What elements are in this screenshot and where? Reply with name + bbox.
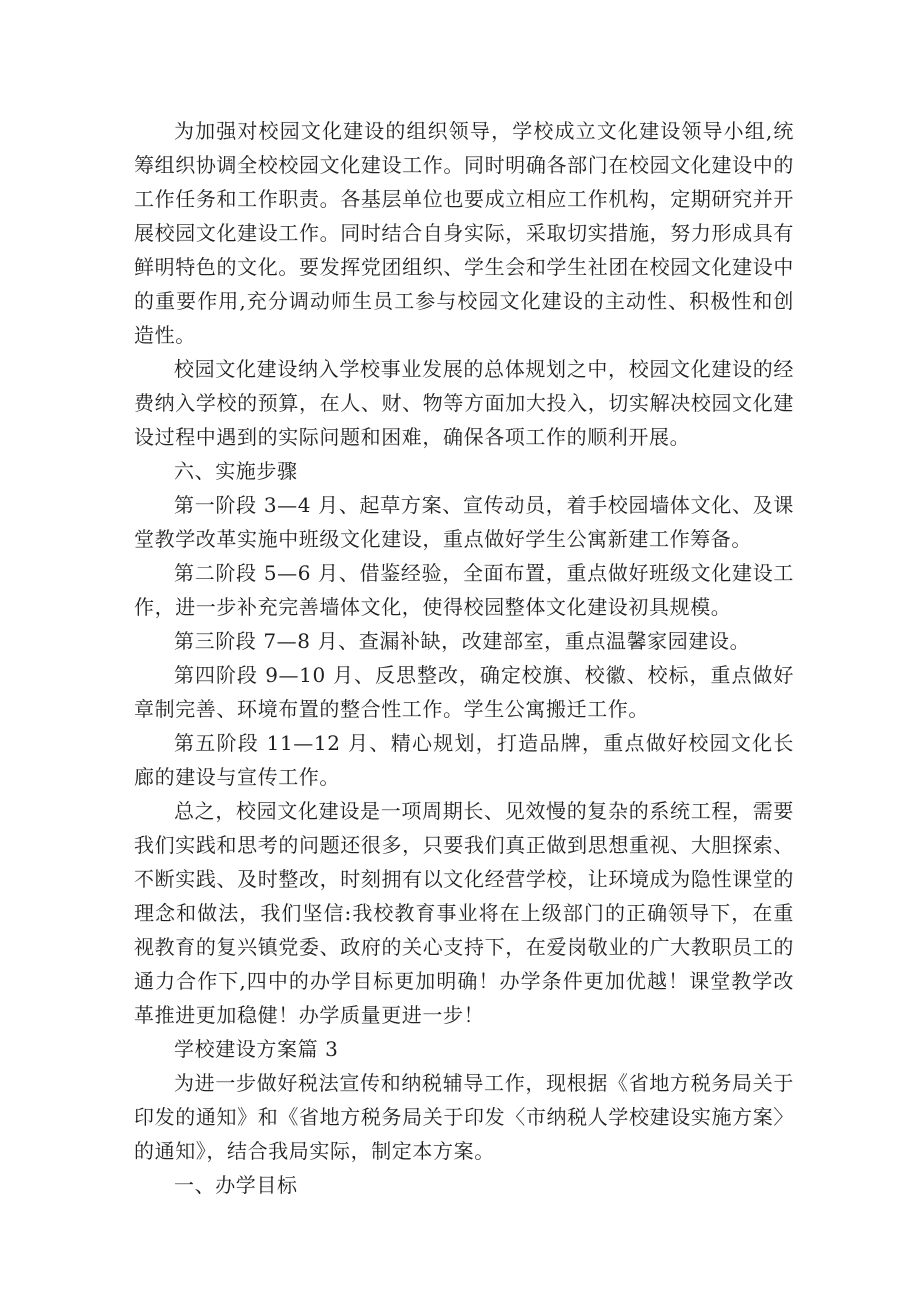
paragraph-funding: 校园文化建设纳入学校事业发展的总体规划之中，校园文化建设的经费纳入学校的预算，在人、财、物等方面加大投入，切实解决校园文化建设过程中遇到的实际问题和困难，确保各项工作的顺利开展。 xyxy=(134,357,794,449)
paragraph-tax-intro: 为进一步做好税法宣传和纳税辅导工作，现根据《省地方税务局关于印发的通知》和《省地方税务局关于印发〈市纳税人学校建设实施方案〉的通知》，结合我局实际，制定本方案。 xyxy=(134,1071,794,1163)
section-heading-plan-3: 学校建设方案篇 3 xyxy=(174,1037,339,1061)
paragraph-leadership: 为加强对校园文化建设的组织领导，学校成立文化建设领导小组,统筹组织协调全校校园文化建设工作。同时明确各部门在校园文化建设中的工作任务和工作职责。各基层单位也要成立相应工作机构，定期研究并开展校园文化建设工作。同时结合自身实际，采取切实措施，努力形成具有鲜明特色的文化。要发挥党团组织、学生会和学生社团在校园文化建设中的重要作用,充分调动师生员工参与校园文化建设的主动性、积极性和创造性。 xyxy=(134,119,794,347)
section-heading-school-goals: 一、办学目标 xyxy=(174,1173,298,1197)
section-heading-implementation-steps: 六、实施步骤 xyxy=(174,459,298,483)
document-body xyxy=(134,114,794,1202)
paragraph-conclusion: 总之，校园文化建设是一项周期长、见效慢的复杂的系统工程，需要我们实践和思考的问题还很多，只要我们真正做到思想重视、大胆探索、不断实践、及时整改，时刻拥有以文化经营学校，让环境成为隐性课堂的理念和做法，我们坚信:我校教育事业将在上级部门的正确领导下，在重视教育的复兴镇党委、政府的关心支持下，在爱岗敬业的广大教职员工的通力合作下,四中的办学目标更加明确！办学条件更加优越！课堂教学改革推进更加稳健！办学质量更进一步！ xyxy=(134,799,794,1027)
paragraph-stage-3: 第三阶段 7—8 月、查漏补缺，改建部室，重点温馨家园建设。 xyxy=(174,629,751,653)
paragraph-stage-2: 第二阶段 5—6 月、借鉴经验，全面布置，重点做好班级文化建设工作，进一步补充完善墙体文化，使得校园整体文化建设初具规模。 xyxy=(134,561,794,619)
paragraph-stage-4: 第四阶段 9—10 月、反思整改，确定校旗、校徽、校标，重点做好章制完善、环境布置的整合性工作。学生公寓搬迁工作。 xyxy=(134,663,794,721)
paragraph-stage-1: 第一阶段 3—4 月、起草方案、宣传动员，着手校园墙体文化、及课堂教学改革实施中班级文化建设，重点做好学生公寓新建工作筹备。 xyxy=(134,493,794,551)
paragraph-stage-5: 第五阶段 11—12 月、精心规划，打造品牌，重点做好校园文化长廊的建设与宣传工作。 xyxy=(134,731,794,789)
